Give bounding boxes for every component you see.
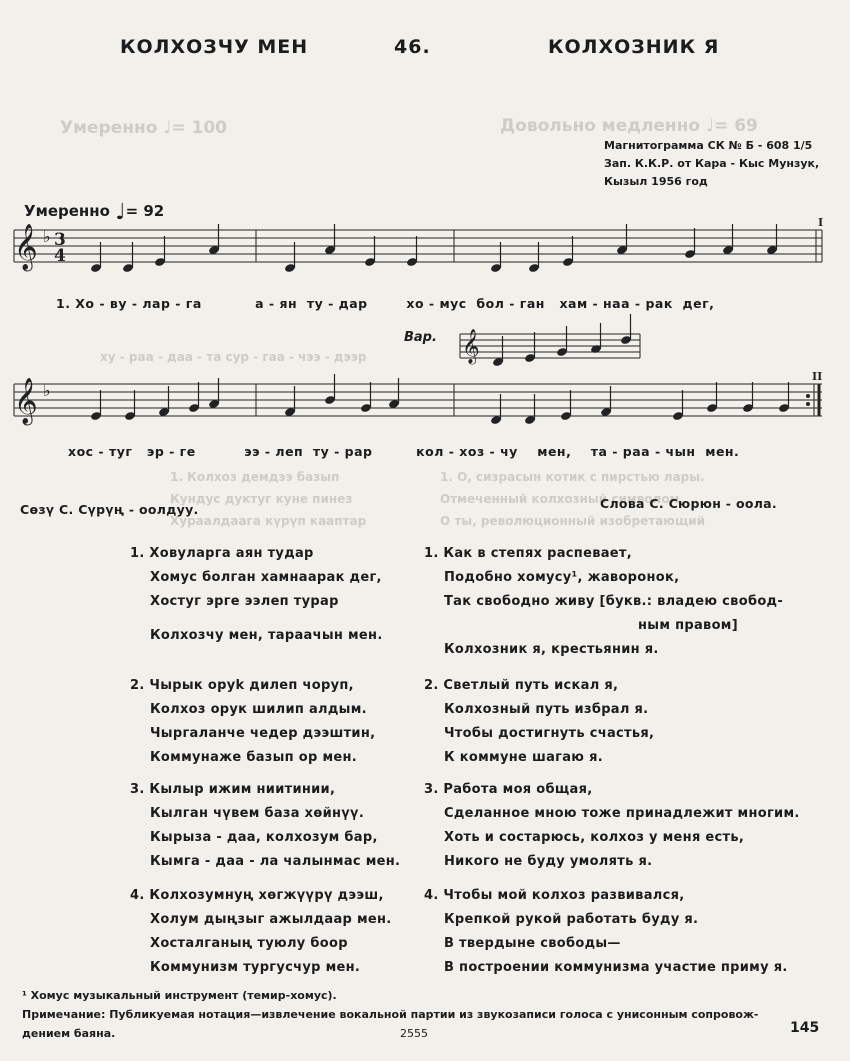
verse-line: К коммуне шагаю я. (444, 750, 603, 765)
verse-line: Колхозчу мен, тараачын мен. (150, 628, 383, 643)
time-signature-top: 3 (54, 230, 66, 250)
quarter-note-icon: ♩ (115, 200, 126, 225)
bleed-through-5: 1. О, сизрасын котик с пирстью лары. Отмеченный колхозный символом О ты, революционный изобретающий (440, 470, 706, 528)
bleed-through-4: 1. Колхоз демдээ базып Кундус дуктуг куне пинез Хураалдаага күрүп кааптар (170, 470, 367, 528)
verse-line: 4. Колхозумнуң хөгжүүрү дээш, (130, 888, 384, 903)
russian-verse-1 (424, 542, 783, 662)
variant-staff (460, 334, 640, 358)
russian-verse-3 (424, 778, 800, 874)
verse-line: Колхозник я, крестьянин я. (444, 642, 659, 657)
verse-line: 1. Ховуларга аян тудар (130, 546, 314, 561)
verse-line: Хосталганың туюлу боор (150, 936, 348, 951)
russian-title: КОЛХОЗНИК Я (548, 36, 720, 58)
tempo-label: Умеренно (24, 202, 110, 220)
verse-line: Кымга - даа - ла чалынмас мен. (150, 854, 401, 869)
repeat-dot-2 (806, 402, 810, 406)
tuvan-verse-4 (130, 884, 392, 980)
music-score (0, 0, 850, 470)
verse-line: Подобно хомусу¹, жаворонок, (444, 570, 680, 585)
tuvan-title: КОЛХОЗЧУ МЕН (120, 36, 309, 58)
verse-line: Коммунаже базып ор мен. (150, 750, 358, 765)
tuvan-verse-2 (130, 674, 375, 770)
verse-line: 1. Как в степях распевает, (424, 546, 632, 561)
print-code: 2555 (400, 1027, 428, 1040)
flat-sign-icon: ♭ (43, 227, 51, 246)
treble-clef-icon: 𝄞 (14, 224, 38, 270)
verse-line: Кырыза - даа, колхозум бар, (150, 830, 378, 845)
time-signature-bottom: 4 (54, 246, 66, 266)
verse-line: В твердыне свободы— (444, 936, 621, 951)
footnote-note-cont: дением баяна. (22, 1027, 116, 1040)
bleed-through-3: ху - раа - даа - та сур - гаа - чээ - дээр (100, 350, 367, 364)
notes-staff-1 (90, 224, 778, 273)
russian-verse-4 (424, 884, 788, 980)
section-mark-2: II (812, 370, 823, 383)
verse-line: 4. Чтобы мой колхоз развивался, (424, 888, 685, 903)
verse-line: Колхоз орук шилип алдым. (150, 702, 367, 717)
staff-2 (14, 384, 822, 416)
verse-line: Хостуг эрге ээлеп турар (150, 594, 339, 609)
verse-line: В построении коммунизма участие приму я. (444, 960, 788, 975)
repeat-dot-1 (806, 394, 810, 398)
verse-line: ным правом] (638, 618, 738, 633)
footnote-note: Примечание: Публикуемая нотация—извлечение вокальной партии из звукозаписи голоса с унисонным сопровож- (22, 1008, 759, 1021)
verse-line: Так свободно живу [букв.: владею свобод- (444, 594, 784, 609)
verse-line: Никого не буду умолять я. (444, 854, 653, 869)
verse-line: Чыргаланче чедер дээштин, (150, 726, 376, 741)
verse-line: 3. Кылыр ижим ниитинии, (130, 782, 336, 797)
verse-line: 2. Светлый путь искал я, (424, 678, 619, 693)
page-number: 145 (790, 1020, 820, 1036)
bleed-through-2: Довольно медленно ♩= 69 (500, 116, 758, 136)
source-line-2: Зап. К.К.Р. от Кара - Кыс Мунзук, (604, 157, 820, 170)
verse-line: Холум дыңзыг ажылдаар мен. (150, 912, 392, 927)
footnote-khomus: ¹ Хомус музыкальный инструмент (темир-хомус). (22, 989, 337, 1002)
lyricist-credit-russian: Слова С. Сюрюн - оола. (600, 496, 777, 511)
flat-sign-icon-2: ♭ (43, 381, 51, 400)
verse-line: Крепкой рукой работать буду я. (444, 912, 699, 927)
score-lyrics-line-1: 1. Хо - ву - лар - га а - ян ту - дар хо - мус бол - ган хам - наа - рак дег, (56, 296, 715, 311)
verse-line: Колхозный путь избрал я. (444, 702, 649, 717)
song-number: 46. (394, 36, 431, 58)
notes-variant (492, 314, 632, 367)
verse-line: 2. Чырык оруk дилеп чоруп, (130, 678, 354, 693)
verse-line: Коммунизм тургусчур мен. (150, 960, 361, 975)
verse-line: Хоть и состарюсь, колхоз у меня есть, (444, 830, 745, 845)
verse-line: 3. Работа моя общая, (424, 782, 593, 797)
verse-line: Хомус болган хамнаарак дег, (150, 570, 382, 585)
russian-verse-2 (424, 674, 654, 770)
tuvan-verse-3 (130, 778, 400, 874)
section-mark-1: I (818, 216, 824, 229)
verse-line: Кылган чүвем база хөйнүү. (150, 806, 365, 821)
staff-1 (14, 230, 822, 262)
treble-clef-icon-3: 𝄞 (462, 329, 480, 364)
variant-label: Вар. (404, 330, 437, 345)
verse-line: Сделанное мною тоже принадлежит многим. (444, 806, 800, 821)
bleed-through-1: Умеренно ♩= 100 (60, 118, 227, 138)
lyricist-credit-tuvan: Сөзү С. Сүрүң - оолдуу. (20, 502, 199, 517)
source-line-3: Кызыл 1956 год (604, 175, 708, 188)
tuvan-verse-1 (130, 542, 383, 648)
treble-clef-icon-2: 𝄞 (14, 378, 38, 424)
verse-line: Чтобы достигнуть счастья, (444, 726, 655, 741)
tempo-value: = 92 (125, 202, 165, 220)
source-line-1: Магнитограмма СК № Б - 608 1/5 (604, 139, 813, 152)
score-lyrics-line-2: хос - туг эр - ге ээ - леп ту - рар кол - хоз - чу мен, та - раа - чын мен. (68, 444, 740, 459)
